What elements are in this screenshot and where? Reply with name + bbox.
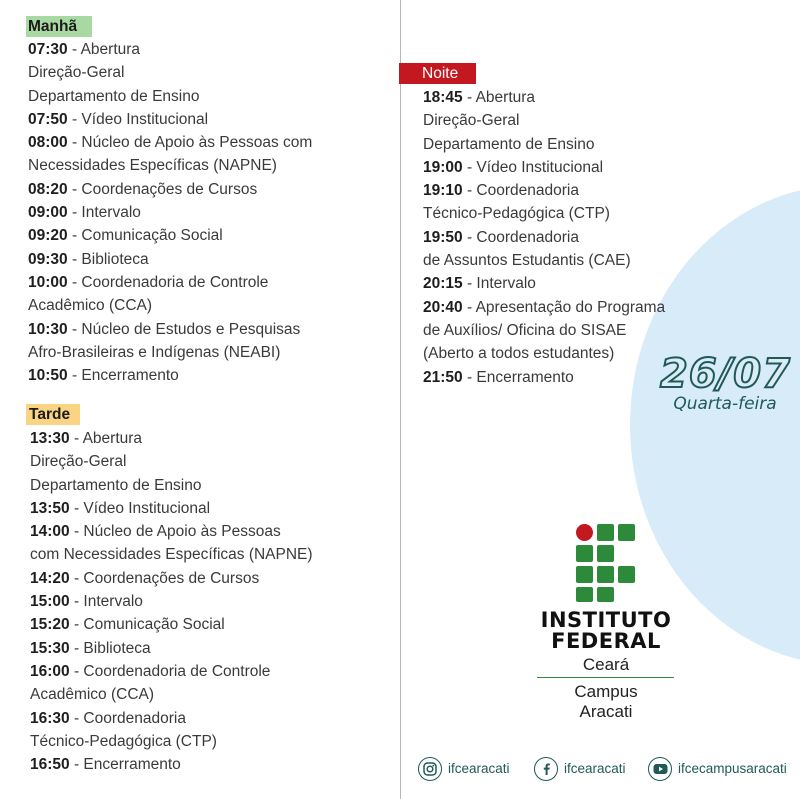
schedule-description: - Encerramento xyxy=(462,368,574,386)
schedule-time: 09:30 xyxy=(28,250,68,268)
schedule-item xyxy=(30,660,395,683)
instagram-icon xyxy=(418,757,442,781)
schedule-time: 16:50 xyxy=(30,756,70,774)
schedule-description: - Coordenadoria xyxy=(69,709,186,727)
morning-label: Manhã xyxy=(26,16,92,37)
youtube-icon xyxy=(648,757,672,781)
schedule-item xyxy=(30,683,395,706)
logo-green-square xyxy=(576,545,593,562)
column-divider xyxy=(400,0,401,799)
schedule-time: 07:50 xyxy=(28,110,68,128)
schedule-item xyxy=(423,156,693,179)
schedule-time: 19:10 xyxy=(423,182,463,200)
youtube-handle: ifcecampusaracati xyxy=(678,761,787,776)
schedule-item xyxy=(28,318,393,341)
schedule-time: 14:00 xyxy=(30,523,70,541)
institution-name-line1: INSTITUTO xyxy=(540,608,672,632)
schedule-description: Departamento de Ensino xyxy=(423,135,595,153)
schedule-description: Direção-Geral xyxy=(28,64,125,82)
schedule-time: 13:30 xyxy=(30,430,70,447)
schedule-description: Acadêmico (CCA) xyxy=(28,297,153,315)
logo-green-square xyxy=(576,587,593,602)
logo-green-square xyxy=(597,587,614,602)
schedule-item xyxy=(28,61,393,84)
logo-green-square xyxy=(618,566,635,583)
institution-campus xyxy=(536,682,676,722)
afternoon-schedule xyxy=(30,427,395,776)
logo-green-square xyxy=(576,566,593,583)
schedule-description: - Coordenadoria xyxy=(462,228,579,246)
schedule-description: - Coordenadoria xyxy=(462,182,579,200)
schedule-description: de Assuntos Estudantis (CAE) xyxy=(423,252,631,270)
schedule-description: Acadêmico (CCA) xyxy=(30,686,155,704)
schedule-item xyxy=(28,364,393,387)
schedule-time: 10:00 xyxy=(28,273,68,291)
event-weekday: Quarta-feira xyxy=(673,394,777,414)
social-instagram[interactable] xyxy=(418,756,510,781)
schedule-description: - Comunicação Social xyxy=(67,227,223,245)
schedule-time: 19:50 xyxy=(423,228,463,246)
schedule-item xyxy=(423,86,693,109)
schedule-description: Técnico-Pedagógica (CTP) xyxy=(423,205,610,223)
if-logo-icon xyxy=(576,524,636,602)
schedule-time: 15:20 xyxy=(30,616,70,634)
schedule-item xyxy=(423,202,693,225)
schedule-item xyxy=(30,590,395,613)
schedule-item xyxy=(423,296,693,319)
schedule-description: - Intervalo xyxy=(67,204,141,222)
schedule-time: 18:45 xyxy=(423,89,463,106)
institution-name-line2: FEDERAL xyxy=(551,629,661,653)
institution-state: Ceará xyxy=(582,655,630,674)
schedule-item xyxy=(28,154,393,177)
schedule-time: 08:20 xyxy=(28,180,68,198)
schedule-item xyxy=(30,567,395,590)
schedule-item xyxy=(28,201,393,224)
schedule-description: Técnico-Pedagógica (CTP) xyxy=(30,732,217,750)
schedule-description: - Intervalo xyxy=(69,593,143,611)
schedule-description: - Núcleo de Apoio às Pessoas xyxy=(69,523,281,541)
schedule-description: - Comunicação Social xyxy=(69,616,225,634)
schedule-description: - Abertura xyxy=(462,89,536,106)
schedule-item xyxy=(28,38,393,61)
schedule-description: - Biblioteca xyxy=(69,639,151,657)
schedule-time: 20:40 xyxy=(423,298,463,316)
social-facebook[interactable] xyxy=(534,756,626,781)
schedule-time: 15:30 xyxy=(30,639,70,657)
schedule-description: Direção-Geral xyxy=(423,112,520,130)
schedule-description: Departamento de Ensino xyxy=(28,87,200,105)
schedule-item xyxy=(28,248,393,271)
schedule-item xyxy=(423,179,693,202)
schedule-description: (Aberto a todos estudantes) xyxy=(423,345,615,363)
schedule-item xyxy=(30,707,395,730)
schedule-time: 07:30 xyxy=(28,41,68,58)
schedule-item xyxy=(30,753,395,776)
event-date xyxy=(660,352,790,414)
schedule-description: - Coordenadoria de Controle xyxy=(69,662,271,680)
schedule-time: 21:50 xyxy=(423,368,463,386)
schedule-item xyxy=(30,543,395,566)
schedule-item xyxy=(28,271,393,294)
schedule-description: - Núcleo de Apoio às Pessoas com xyxy=(67,134,313,152)
schedule-item xyxy=(423,109,693,132)
schedule-description: - Abertura xyxy=(69,430,143,447)
schedule-time: 19:00 xyxy=(423,158,463,176)
event-date-number: 26/07 xyxy=(660,351,791,397)
schedule-time: 14:20 xyxy=(30,569,70,587)
schedule-time: 16:30 xyxy=(30,709,70,727)
schedule-item xyxy=(28,341,393,364)
schedule-item xyxy=(28,294,393,317)
social-youtube[interactable] xyxy=(648,756,787,781)
schedule-description: - Vídeo Institucional xyxy=(69,499,211,517)
schedule-description: - Núcleo de Estudos e Pesquisas xyxy=(67,320,301,338)
schedule-item xyxy=(423,366,693,389)
instagram-handle: ifcearacati xyxy=(448,761,510,776)
schedule-item xyxy=(30,730,395,753)
schedule-time: 20:15 xyxy=(423,275,463,293)
schedule-item xyxy=(423,319,693,342)
schedule-item xyxy=(30,427,395,450)
logo-green-square xyxy=(597,524,614,541)
schedule-description: Afro-Brasileiras e Indígenas (NEABI) xyxy=(28,343,281,361)
schedule-description: - Apresentação do Programa xyxy=(462,298,666,316)
schedule-time: 10:30 xyxy=(28,320,68,338)
schedule-description: Necessidades Específicas (NAPNE) xyxy=(28,157,277,175)
schedule-description: Direção-Geral xyxy=(30,453,127,471)
schedule-item xyxy=(28,224,393,247)
schedule-time: 09:20 xyxy=(28,227,68,245)
schedule-item xyxy=(30,520,395,543)
schedule-time: 16:00 xyxy=(30,662,70,680)
schedule-description: - Coordenadoria de Controle xyxy=(67,273,269,291)
schedule-item xyxy=(28,131,393,154)
logo-green-square xyxy=(597,566,614,583)
schedule-item xyxy=(28,108,393,131)
schedule-item xyxy=(28,85,393,108)
schedule-description: - Intervalo xyxy=(462,275,536,293)
schedule-item xyxy=(30,450,395,473)
logo-green-square xyxy=(618,524,635,541)
schedule-description: - Vídeo Institucional xyxy=(67,110,209,128)
schedule-description: - Encerramento xyxy=(69,756,181,774)
campus-line1: Campus xyxy=(574,682,638,701)
schedule-item xyxy=(30,474,395,497)
schedule-time: 13:50 xyxy=(30,499,70,517)
schedule-item xyxy=(423,342,693,365)
schedule-description: - Abertura xyxy=(67,41,141,58)
schedule-item xyxy=(423,133,693,156)
schedule-time: 08:00 xyxy=(28,134,68,152)
schedule-description: Departamento de Ensino xyxy=(30,476,202,494)
schedule-description: - Coordenações de Cursos xyxy=(67,180,258,198)
schedule-description: - Vídeo Institucional xyxy=(462,158,604,176)
schedule-item xyxy=(423,226,693,249)
schedule-time: 10:50 xyxy=(28,367,68,385)
facebook-handle: ifcearacati xyxy=(564,761,626,776)
schedule-item xyxy=(30,613,395,636)
logo-green-square xyxy=(597,545,614,562)
schedule-description: - Coordenações de Cursos xyxy=(69,569,260,587)
night-schedule xyxy=(423,86,693,389)
schedule-item xyxy=(30,637,395,660)
schedule-description: - Encerramento xyxy=(67,367,179,385)
schedule-description: de Auxílios/ Oficina do SISAE xyxy=(423,321,627,339)
afternoon-label: Tarde xyxy=(26,404,80,425)
morning-schedule xyxy=(28,38,393,387)
campus-line2: Aracati xyxy=(579,702,633,721)
schedule-item xyxy=(423,272,693,295)
schedule-description: - Biblioteca xyxy=(67,250,149,268)
institution-divider xyxy=(537,677,674,678)
schedule-time: 09:00 xyxy=(28,204,68,222)
schedule-time: 15:00 xyxy=(30,593,70,611)
schedule-item xyxy=(423,249,693,272)
institution-name xyxy=(536,610,676,652)
schedule-description: com Necessidades Específicas (NAPNE) xyxy=(30,546,313,564)
facebook-icon xyxy=(534,757,558,781)
logo-red-circle xyxy=(576,524,593,541)
schedule-item xyxy=(28,178,393,201)
schedule-item xyxy=(30,497,395,520)
night-label: Noite xyxy=(399,63,476,84)
